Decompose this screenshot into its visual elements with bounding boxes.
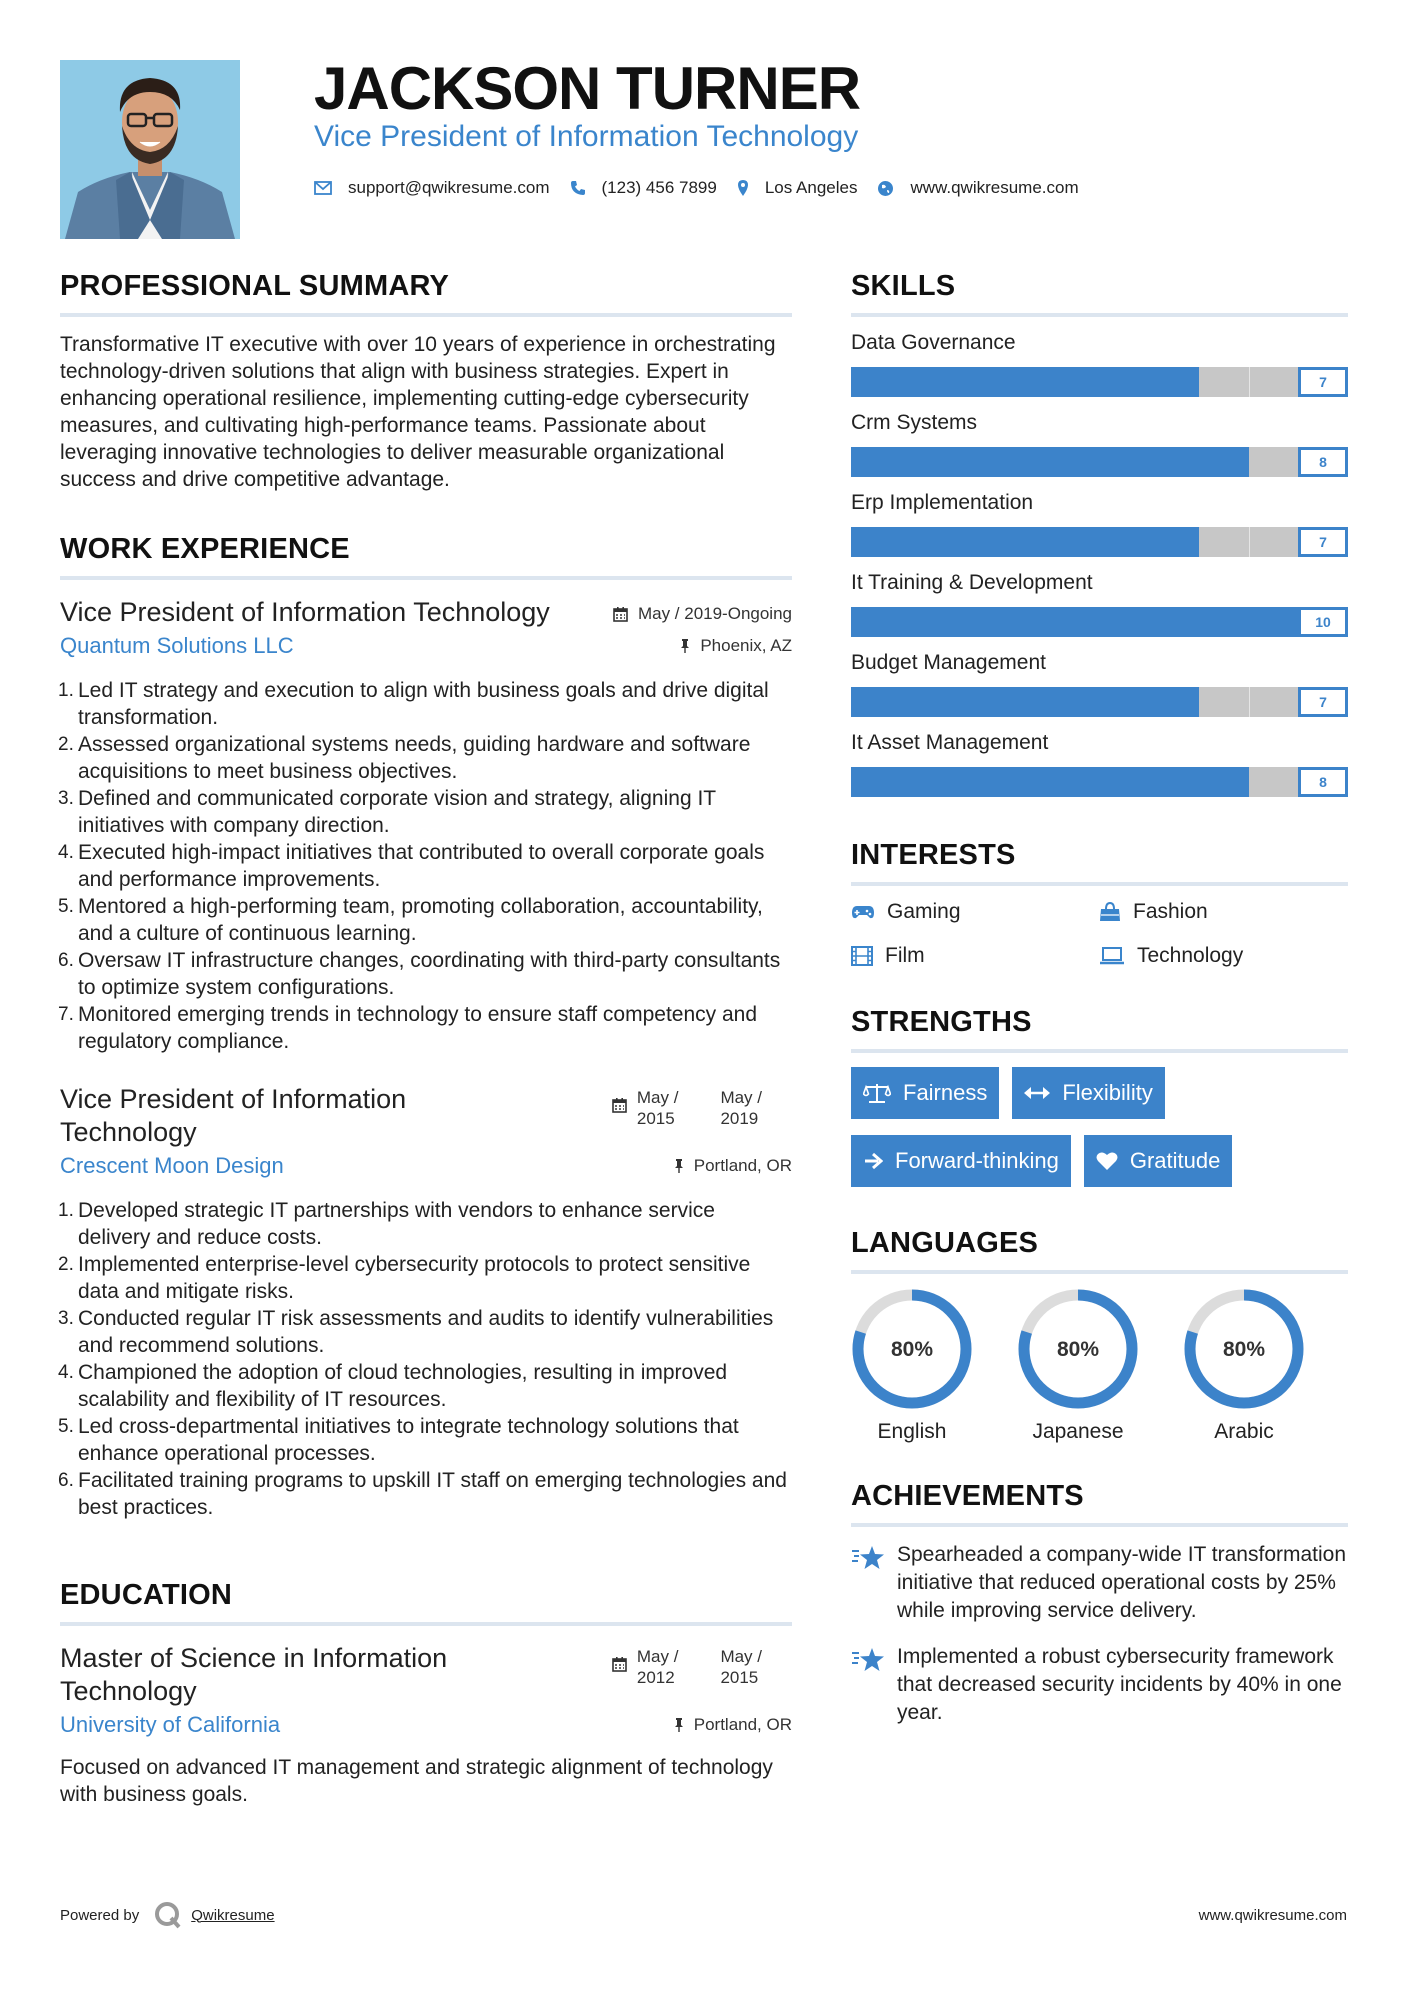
end-date: May / 2015 xyxy=(720,1647,762,1687)
interests-section xyxy=(851,839,1348,968)
skill-bar xyxy=(851,607,1348,637)
gamepad-icon xyxy=(851,904,875,920)
globe-icon xyxy=(877,180,894,197)
job-date xyxy=(613,596,792,624)
achievement-text: Spearheaded a company-wide IT transformation initiative that reduced operational costs by 25% while improving service delivery. xyxy=(897,1543,1347,1622)
language-name: Arabic xyxy=(1214,1420,1274,1443)
interest-item xyxy=(851,944,1099,968)
skill-bar-fill xyxy=(851,767,1249,797)
strength-name: Gratitude xyxy=(1129,1148,1221,1173)
contact-email[interactable] xyxy=(314,178,550,198)
skill-bar-fill xyxy=(851,607,1348,637)
skill-bar-fill xyxy=(851,527,1199,557)
section-title: PROFESSIONAL SUMMARY xyxy=(60,270,792,317)
language-name: English xyxy=(877,1420,947,1443)
calendar-icon xyxy=(612,1097,627,1113)
contact-location-text: Los Angeles xyxy=(764,178,858,197)
skill-bar-fill xyxy=(851,367,1199,397)
language-item xyxy=(851,1288,973,1444)
powered-by-label: Powered by xyxy=(60,1906,140,1924)
job-date-text: May / 2019-Ongoing xyxy=(637,604,792,623)
interest-item xyxy=(851,900,1099,924)
heart-icon xyxy=(1096,1151,1118,1171)
job-title: Vice President of Information Technology xyxy=(60,597,550,627)
strengths-section xyxy=(851,1006,1348,1203)
skill-bar-segment xyxy=(1249,527,1250,557)
skill-name: It Asset Management xyxy=(851,731,1049,754)
job-location-text: Portland, OR xyxy=(693,1156,792,1175)
job-title: Vice President of Information Technology xyxy=(60,1084,407,1147)
interest-name: Technology xyxy=(1137,944,1244,967)
skill-item xyxy=(851,651,1348,717)
language-item xyxy=(1017,1288,1139,1444)
skill-item xyxy=(851,331,1348,397)
skill-score: 10 xyxy=(1298,607,1348,637)
skill-bar xyxy=(851,687,1348,717)
languages-section xyxy=(851,1227,1348,1444)
duties-list xyxy=(60,1197,792,1521)
summary-text: Transformative IT executive with over 10 years of experience in orchestrating technology-driven solutions that align with business strategies. Expert in enhancing operational resilience, implementing cutting-edge cybersecurity measures, and cultivating high-performance teams. Passionate about leveraging innovative technologies to deliver measurable organizational success and drive competitive advantage. xyxy=(60,333,776,491)
strengths-list xyxy=(851,1067,1348,1203)
section-title: LANGUAGES xyxy=(851,1227,1348,1274)
phone-icon xyxy=(570,180,586,196)
duty-item: Monitored emerging trends in technology to ensure staff competency and regulatory compliance. xyxy=(78,1003,758,1053)
achievement-item xyxy=(851,1643,1348,1727)
job-entry xyxy=(60,596,792,1055)
skill-item xyxy=(851,491,1348,557)
language-ring xyxy=(1017,1288,1139,1410)
skill-name: Data Governance xyxy=(851,331,1016,354)
section-title: SKILLS xyxy=(851,270,1348,317)
pin-icon xyxy=(674,1158,684,1174)
strength-badge xyxy=(1012,1067,1164,1119)
languages-list xyxy=(851,1288,1348,1444)
right-column xyxy=(851,270,1348,1745)
pin-icon xyxy=(674,1717,684,1733)
education-location xyxy=(674,1715,792,1735)
education-location-text: Portland, OR xyxy=(693,1715,792,1734)
skill-item xyxy=(851,571,1348,637)
strength-badge xyxy=(1084,1135,1233,1187)
skill-name: Erp Implementation xyxy=(851,491,1034,514)
skills-section xyxy=(851,270,1348,797)
duty-item: Facilitated training programs to upskill IT staff on emerging technologies and best practices. xyxy=(78,1469,787,1519)
duty-item: Mentored a high-performing team, promoting collaboration, accountability, and a culture of continuous learning. xyxy=(78,895,763,945)
laptop-icon xyxy=(1099,947,1125,965)
qwikresume-logo-icon xyxy=(153,1900,183,1930)
footer-website[interactable]: www.qwikresume.com xyxy=(1198,1907,1347,1924)
strength-badge xyxy=(851,1067,999,1119)
skill-bar xyxy=(851,767,1348,797)
film-icon xyxy=(851,946,873,966)
job-location xyxy=(674,1156,792,1176)
duty-item: Conducted regular IT risk assessments and audits to identify vulnerabilities and recommend solutions. xyxy=(78,1307,774,1357)
profile-photo xyxy=(60,60,240,239)
duty-item: Assessed organizational systems needs, guiding hardware and software acquisitions to meet business objectives. xyxy=(78,733,751,783)
brand-link[interactable]: Qwikresume xyxy=(191,1906,275,1924)
skill-item xyxy=(851,411,1348,477)
skill-score: 7 xyxy=(1298,687,1348,717)
start-date: May / 2012 xyxy=(636,1647,679,1687)
duty-item: Defined and communicated corporate vision and strategy, aligning IT initiatives with company direction. xyxy=(78,787,716,837)
language-percent: 80% xyxy=(890,1338,934,1361)
shooting-star-icon xyxy=(851,1645,885,1673)
envelope-icon xyxy=(314,181,332,195)
contact-email-text: support@qwikresume.com xyxy=(348,178,550,197)
skill-item xyxy=(851,731,1348,797)
contact-bar xyxy=(314,178,1099,198)
pin-icon xyxy=(680,638,690,654)
section-title: ACHIEVEMENTS xyxy=(851,1480,1348,1527)
calendar-icon xyxy=(612,1656,627,1672)
skill-score: 7 xyxy=(1298,367,1348,397)
strength-badge xyxy=(851,1135,1071,1187)
company-name: Crescent Moon Design xyxy=(60,1153,284,1178)
section-title: WORK EXPERIENCE xyxy=(60,533,792,580)
duty-item: Developed strategic IT partnerships with vendors to enhance service delivery and reduce costs. xyxy=(78,1199,715,1249)
school-name: University of California xyxy=(60,1712,281,1737)
contact-website[interactable] xyxy=(877,178,1078,198)
language-ring xyxy=(1183,1288,1305,1410)
achievement-text: Implemented a robust cybersecurity framework that decreased security incidents by 40% in one year. xyxy=(897,1645,1342,1724)
work-experience-section xyxy=(60,533,792,1521)
arrow-right-icon xyxy=(863,1152,883,1170)
job-location xyxy=(680,636,792,656)
education-date xyxy=(612,1642,792,1688)
skill-bar xyxy=(851,527,1348,557)
skill-name: It Training & Development xyxy=(851,571,1093,594)
job-entry xyxy=(60,1083,792,1521)
duty-item: Implemented enterprise-level cybersecurity protocols to protect sensitive data and mitigate risks. xyxy=(78,1253,751,1303)
skill-bar-segment xyxy=(1249,367,1250,397)
language-ring xyxy=(851,1288,973,1410)
shooting-star-icon xyxy=(851,1543,885,1571)
job-date xyxy=(612,1083,792,1129)
skill-bar-segment xyxy=(1249,687,1250,717)
language-percent: 80% xyxy=(1056,1338,1100,1361)
duty-item: Championed the adoption of cloud technologies, resulting in improved scalability and flexibility of IT resources. xyxy=(78,1361,728,1411)
left-column xyxy=(60,270,792,1808)
duty-item: Oversaw IT infrastructure changes, coordinating with third-party consultants to optimize system configurations. xyxy=(78,949,781,999)
degree-title: Master of Science in Information Technology xyxy=(60,1643,448,1706)
contact-phone[interactable] xyxy=(570,178,717,198)
skill-bar-fill xyxy=(851,687,1199,717)
start-date: May / 2015 xyxy=(636,1088,679,1128)
section-title: STRENGTHS xyxy=(851,1006,1348,1053)
end-date: May / 2019 xyxy=(720,1088,762,1128)
skill-bar xyxy=(851,447,1348,477)
bag-icon xyxy=(1099,902,1121,922)
interest-name: Gaming xyxy=(887,900,961,923)
company-name: Quantum Solutions LLC xyxy=(60,633,294,658)
skills-list xyxy=(851,331,1348,797)
duty-item: Led IT strategy and execution to align with business goals and drive digital transformation. xyxy=(78,679,769,729)
candidate-title: Vice President of Information Technology xyxy=(314,120,859,153)
skill-name: Crm Systems xyxy=(851,411,977,434)
candidate-name: JACKSON TURNER xyxy=(314,55,861,122)
duty-item: Led cross-departmental initiatives to integrate technology solutions that enhance operational processes. xyxy=(78,1415,739,1465)
skill-bar-fill xyxy=(851,447,1249,477)
strength-name: Forward-thinking xyxy=(895,1148,1059,1173)
skill-name: Budget Management xyxy=(851,651,1046,674)
language-name: Japanese xyxy=(1032,1420,1124,1443)
job-location-text: Phoenix, AZ xyxy=(700,636,792,655)
section-title: EDUCATION xyxy=(60,1579,792,1626)
strength-name: Flexibility xyxy=(1062,1080,1153,1105)
balance-scale-icon xyxy=(863,1082,891,1104)
interest-item xyxy=(1099,944,1347,968)
strength-name: Fairness xyxy=(903,1080,988,1105)
interest-name: Fashion xyxy=(1133,900,1208,923)
language-item xyxy=(1183,1288,1305,1444)
skill-score: 8 xyxy=(1298,767,1348,797)
contact-website-text: www.qwikresume.com xyxy=(910,178,1079,197)
language-percent: 80% xyxy=(1222,1338,1266,1361)
interest-name: Film xyxy=(885,944,925,967)
achievement-item xyxy=(851,1541,1348,1625)
education-entry xyxy=(60,1642,792,1808)
skill-score: 7 xyxy=(1298,527,1348,557)
duty-item: Executed high-impact initiatives that contributed to overall corporate goals and performance improvements. xyxy=(78,841,765,891)
skill-score: 8 xyxy=(1298,447,1348,477)
interests-grid xyxy=(851,900,1348,968)
map-pin-icon xyxy=(737,179,749,197)
contact-phone-text: (123) 456 7899 xyxy=(601,178,717,197)
interest-item xyxy=(1099,900,1347,924)
education-description: Focused on advanced IT management and strategic alignment of technology with business goals. xyxy=(60,1756,773,1806)
double-arrow-icon xyxy=(1024,1086,1050,1100)
professional-summary-section xyxy=(60,270,792,493)
contact-location xyxy=(737,178,858,198)
education-section xyxy=(60,1579,792,1808)
duties-list xyxy=(60,677,792,1055)
achievements-section xyxy=(851,1480,1348,1727)
footer-powered-by xyxy=(60,1900,275,1930)
skill-bar xyxy=(851,367,1348,397)
section-title: INTERESTS xyxy=(851,839,1348,886)
calendar-icon xyxy=(613,606,628,622)
